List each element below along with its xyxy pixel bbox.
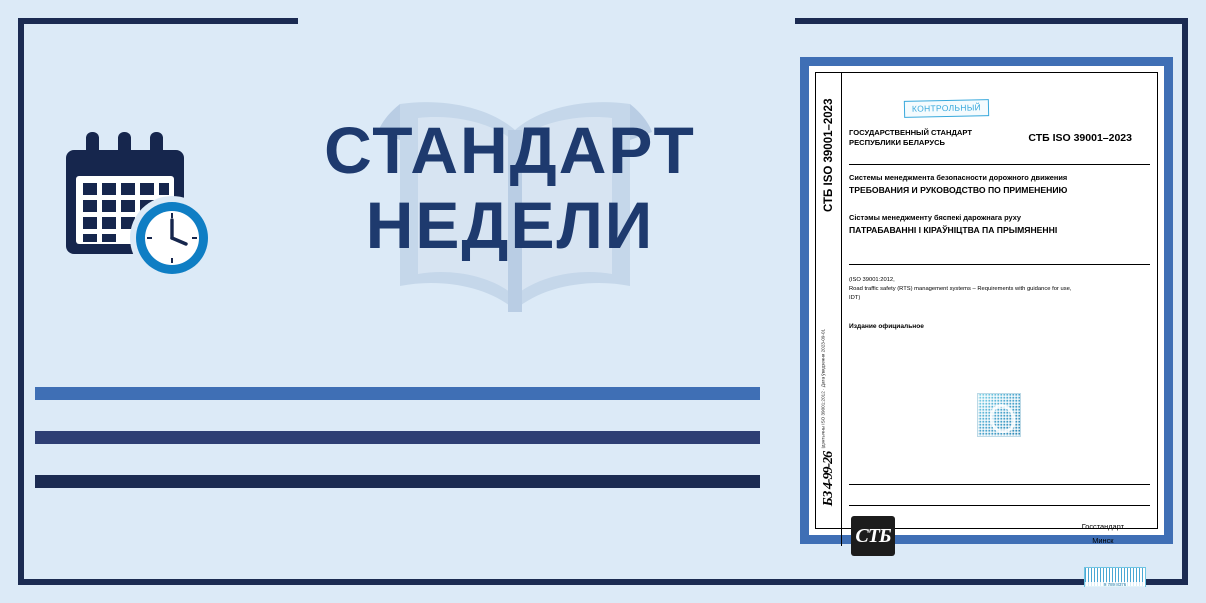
cover-content [849, 80, 1150, 587]
cover-title-ru [849, 173, 1140, 195]
cover-designation: СТБ ISO 39001–2023 [1028, 132, 1132, 144]
cover-authority-line2: РЕСПУБЛИКИ БЕЛАРУСЬ [849, 138, 946, 148]
divider-1 [35, 387, 760, 400]
page-title-line2: НЕДЕЛИ [365, 187, 655, 262]
frame-top-right [795, 18, 1188, 24]
cover-official-edition: Издание официальное [849, 323, 924, 330]
cover-title-by-line2: ПАТРАБАВАННІ І КІРАЎНІЦТВА ПА ПРЫМЯНЕННІ [849, 225, 1058, 235]
spine-barcode-text: БЗ 4-99-26 [821, 451, 836, 507]
cover-publisher-line2: Минск [1092, 536, 1114, 546]
cover-header-row [849, 128, 1150, 149]
control-stamp: КОНТРОЛЬНЫЙ [904, 99, 989, 118]
cover-hr-4 [849, 505, 1150, 506]
page-title [250, 113, 770, 262]
spine-metadata: Ідэнтычны ISO 39001:2012 · Дата ўвядзення 2023-09-01 [820, 328, 826, 449]
cover-iso-reference-line1: (ISO 39001:2012, [849, 277, 895, 283]
frame-right [1182, 18, 1188, 585]
holographic-seal-icon [977, 393, 1021, 437]
cover-authority-line1: ГОСУДАРСТВЕННЫЙ СТАНДАРТ [849, 128, 972, 137]
frame-bottom [18, 579, 1188, 585]
cover-iso-reference-line2: Road traffic safety (RTS) management systems – Requirements with guidance for use, [849, 285, 1072, 292]
cover-publisher [1082, 520, 1124, 548]
cover-title-by [849, 213, 1140, 235]
frame-left [18, 18, 24, 585]
divider-2 [35, 431, 760, 444]
cover-authority [849, 128, 972, 149]
cover-hr-1 [849, 164, 1150, 165]
cover-iso-reference-line3: IDT) [849, 294, 861, 301]
cover-spine [816, 73, 842, 546]
divider-3 [35, 475, 760, 488]
calendar-clock-icon [60, 128, 220, 288]
standard-cover [809, 66, 1164, 587]
cover-hr-3 [849, 484, 1150, 485]
frame-top-left [18, 18, 298, 24]
cover-title-ru-line1: Системы менеджмента безопасности дорожного движения [849, 173, 1068, 182]
barcode-icon [1084, 567, 1146, 587]
barcode-label: 9 789 8376 [1085, 582, 1145, 587]
spine-designation: СТБ ISO 39001–2023 [823, 98, 835, 212]
cover-title-by-line1: Сістэмы менеджменту бяспекі дарожнага руху [849, 213, 1022, 222]
cover-hr-2 [849, 264, 1150, 265]
standard-cover-card [800, 57, 1173, 587]
cover-title-ru-line2: ТРЕБОВАНИЯ И РУКОВОДСТВО ПО ПРИМЕНЕНИЮ [849, 185, 1068, 195]
cover-iso-reference [849, 276, 1130, 303]
cover-publisher-line1: Госстандарт [1081, 522, 1124, 531]
gost-logo-icon: СТБ [851, 516, 895, 556]
page-title-line1: СТАНДАРТ [324, 113, 696, 187]
